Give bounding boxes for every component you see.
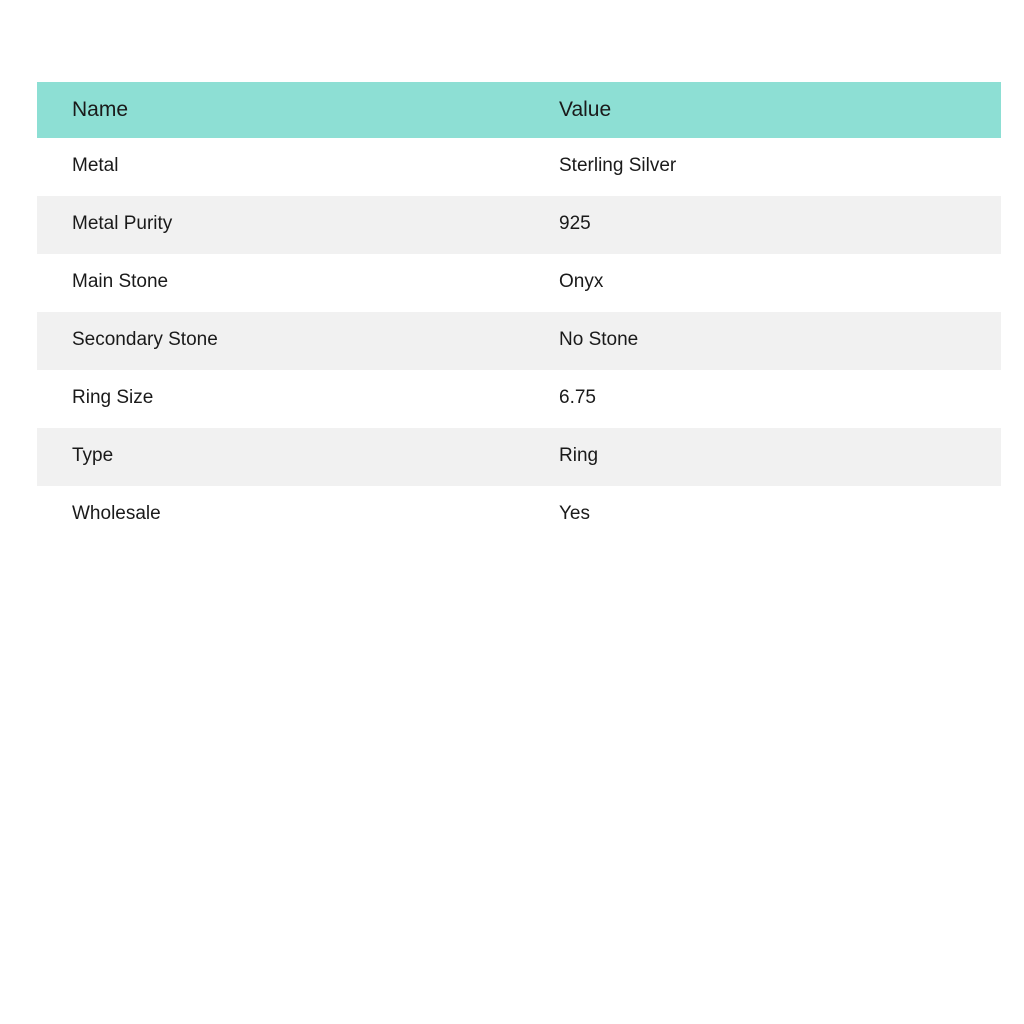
- cell-attribute-name: Main Stone: [37, 254, 524, 312]
- cell-attribute-name: Secondary Stone: [37, 312, 524, 370]
- table-header: [37, 82, 1001, 138]
- cell-attribute-value: 6.75: [524, 370, 1001, 428]
- table-row: [37, 138, 1001, 196]
- column-header-value: Value: [524, 82, 1001, 138]
- column-header-name: Name: [37, 82, 524, 138]
- cell-attribute-value: Ring: [524, 428, 1001, 486]
- table-body: [37, 138, 1001, 544]
- table-row: [37, 254, 1001, 312]
- cell-attribute-value: Sterling Silver: [524, 138, 1001, 196]
- table-header-row: [37, 82, 1001, 138]
- cell-attribute-value: No Stone: [524, 312, 1001, 370]
- cell-attribute-name: Type: [37, 428, 524, 486]
- table-row: [37, 312, 1001, 370]
- cell-attribute-name: Metal Purity: [37, 196, 524, 254]
- cell-attribute-name: Wholesale: [37, 486, 524, 544]
- table-row: [37, 196, 1001, 254]
- table-row: [37, 370, 1001, 428]
- table-row: [37, 486, 1001, 544]
- cell-attribute-value: Yes: [524, 486, 1001, 544]
- table-row: [37, 428, 1001, 486]
- cell-attribute-value: 925: [524, 196, 1001, 254]
- cell-attribute-value: Onyx: [524, 254, 1001, 312]
- product-attributes-table: [37, 82, 1001, 544]
- cell-attribute-name: Ring Size: [37, 370, 524, 428]
- cell-attribute-name: Metal: [37, 138, 524, 196]
